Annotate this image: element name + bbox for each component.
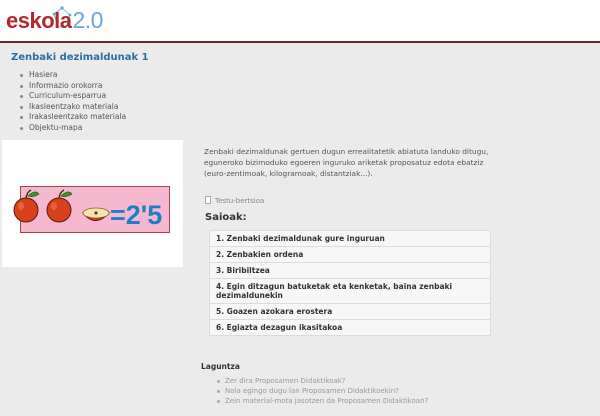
page-title: Zenbaki dezimaldunak 1 <box>11 52 149 63</box>
help-link-how-to-work[interactable]: Nola egingo dugu lan Proposamen Didaktikoekin? <box>217 386 428 396</box>
text-version-label: Testu-bertsioa <box>215 197 265 205</box>
main-nav <box>20 70 126 133</box>
session-link-1[interactable]: 1. Zenbaki dezimaldunak gure inguruan <box>210 231 490 247</box>
apples-decimal-illustration <box>2 140 183 267</box>
session-link-6[interactable]: 6. Egiazta dezagun ikasitakoa <box>210 320 490 335</box>
help-links <box>217 376 428 406</box>
description-text: Zenbaki dezimaldunak gertuen dugun errealitatetik abiatuta landuko ditugu, eguneroko bizimoduko egoeren inguruko ariketak proposatuz edota ebatziz (euro-zentimoak, kilogramoak, distantziak...). <box>204 147 489 178</box>
logo-brand: eskola <box>6 8 72 33</box>
equation-text: =2'5 <box>110 200 163 230</box>
text-version-link[interactable] <box>205 196 264 205</box>
nav-item-ikasleentzako-materiala[interactable]: Ikasleentzako materiala <box>20 102 126 113</box>
eskola-logo[interactable] <box>6 5 146 37</box>
nav-item-hasiera[interactable]: Hasiera <box>20 70 126 81</box>
help-title: Laguntza <box>201 362 240 371</box>
document-icon <box>205 196 211 204</box>
help-link-material-types[interactable]: Zein material-mota jasotzen da Proposamen Didaktikoan? <box>217 396 428 406</box>
nav-item-curriculum-esparrua[interactable]: Curriculum-esparrua <box>20 91 126 102</box>
half-apple-icon <box>83 208 109 221</box>
illustration-box <box>2 140 183 267</box>
sessions-heading: Saioak: <box>205 212 247 223</box>
nav-item-objektu-mapa[interactable]: Objektu-mapa <box>20 123 126 134</box>
whole-apple-icon <box>47 190 72 222</box>
help-link-what-are-proposals[interactable]: Zer dira Proposamen Didaktikoak? <box>217 376 428 386</box>
sessions-list <box>209 230 491 336</box>
session-link-4[interactable]: 4. Egin ditzagun batuketak eta kenketak, baina zenbaki dezimaldunekin <box>210 279 490 304</box>
nav-item-irakasleentzako-materiala[interactable]: Irakasleentzako materiala <box>20 112 126 123</box>
session-link-2[interactable]: 2. Zenbakien ordena <box>210 247 490 263</box>
logo-version: 2.0 <box>72 7 103 33</box>
site-header <box>0 0 600 43</box>
session-link-5[interactable]: 5. Goazen azokara erostera <box>210 304 490 320</box>
nav-item-informazio-orokorra[interactable]: Informazio orokorra <box>20 81 126 92</box>
whole-apple-icon <box>14 190 39 222</box>
session-link-3[interactable]: 3. Biribiltzea <box>210 263 490 279</box>
